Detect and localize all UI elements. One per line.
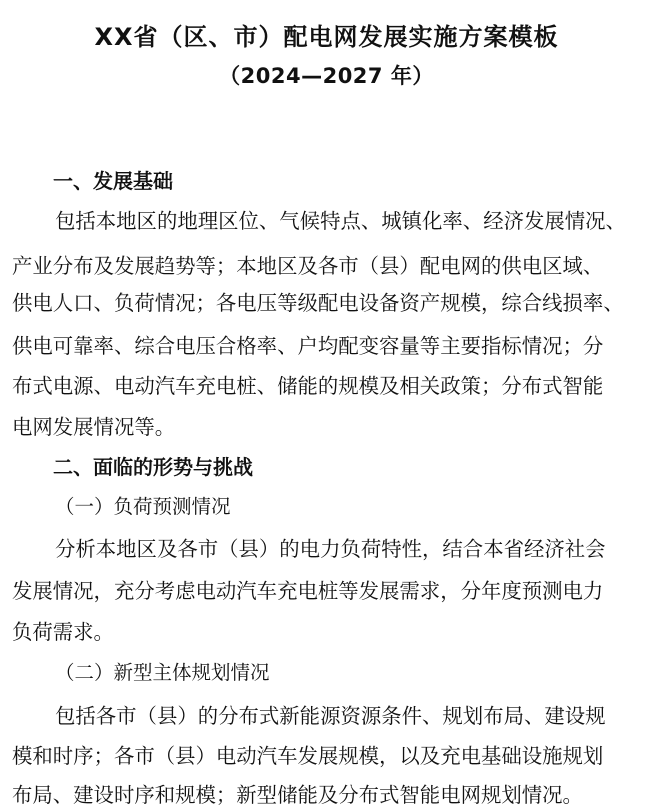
paragraph-line: 发展情况，充分考虑电动汽车充电桩等发展需求，分年度预测电力 [12, 579, 604, 603]
paragraph-line: 产业分布及发展趋势等；本地区及各市（县）配电网的供电区域、 [12, 254, 604, 278]
paragraph-line: 布局、建设时序和规模；新型储能及分布式智能电网规划情况。 [12, 783, 583, 807]
paragraph-line: 布式电源、电动汽车充电桩、储能的规模及相关政策；分布式智能 [12, 374, 604, 398]
paragraph-line: 分析本地区及各市（县）的电力负荷特性，结合本省经济社会 [55, 537, 606, 561]
document-title: XX省（区、市）配电网发展实施方案模板 [94, 23, 559, 51]
paragraph-line: 模和时序；各市（县）电动汽车发展规模，以及充电基础设施规划 [12, 744, 604, 768]
paragraph-line: 电网发展情况等。 [12, 415, 176, 439]
paragraph-line: 供电人口、负荷情况；各电压等级配电设备资产规模，综合线损率、 [12, 291, 624, 315]
document-subtitle: （2024—2027 年） [219, 64, 434, 88]
paragraph-line: 包括本地区的地理区位、气候特点、城镇化率、经济发展情况、 [55, 209, 626, 233]
paragraph-line: 负荷需求。 [12, 620, 114, 644]
paragraph-line: 包括各市（县）的分布式新能源资源条件、规划布局、建设规 [55, 704, 606, 728]
section-heading: 二、面临的形势与挑战 [53, 455, 253, 479]
paragraph-line: 供电可靠率、综合电压合格率、户均配变容量等主要指标情况；分 [12, 334, 604, 358]
subsection-heading: （二）新型主体规划情况 [55, 661, 270, 684]
subsection-heading: （一）负荷预测情况 [55, 495, 231, 518]
section-heading: 一、发展基础 [53, 169, 173, 193]
